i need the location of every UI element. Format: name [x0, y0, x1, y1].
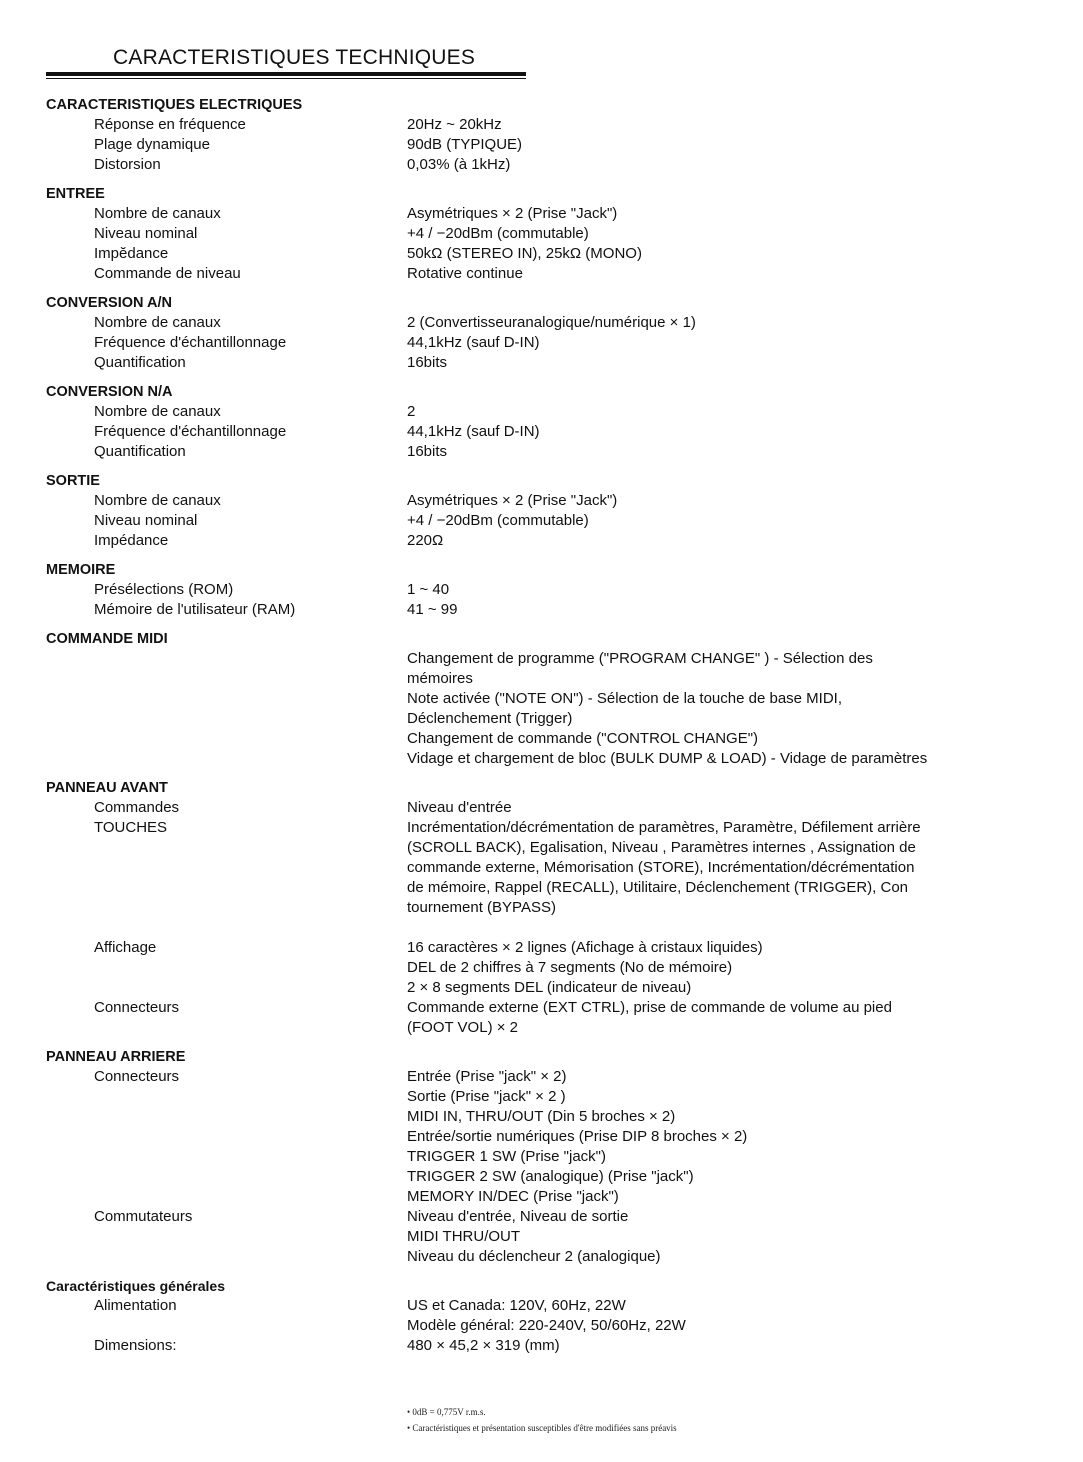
spec-label: Connecteurs [94, 999, 180, 1016]
spec-section [0, 561, 1083, 620]
spec-value-line: MIDI IN, THRU/OUT (Din 5 broches × 2) [407, 1108, 676, 1125]
spec-row [0, 204, 1083, 224]
spec-value-line: mémoires [407, 670, 473, 687]
spec-label: Réponse en fréquence [94, 116, 246, 133]
spec-label: Commande de niveau [94, 265, 241, 282]
spec-value-line: 50kΩ (STEREO IN), 25kΩ (MONO) [407, 245, 642, 262]
section-heading: CONVERSION N/A [46, 384, 173, 400]
spec-value [407, 442, 1007, 462]
spec-value-line: Entrée/sortie numériques (Prise DIP 8 broches × 2) [407, 1128, 748, 1145]
spec-label: Présélections (ROM) [94, 581, 234, 598]
spec-value [407, 264, 1007, 284]
spec-label: Mémoire de l'utilisateur (RAM) [94, 601, 296, 618]
spec-row [0, 353, 1083, 373]
footnote: • 0dB = 0,775V r.m.s. [407, 1407, 486, 1417]
spec-value-line: Changement de commande ("CONTROL CHANGE") [407, 730, 759, 747]
spec-value [407, 115, 1007, 135]
spec-label: Impédance [94, 532, 169, 549]
spec-label: TOUCHES [94, 819, 168, 836]
spec-value-line: 220Ω [407, 532, 444, 549]
spec-value-line: +4 / −20dBm (commutable) [407, 512, 589, 529]
footnotes [407, 1404, 677, 1436]
spec-value-line: Asymétriques × 2 (Prise "Jack") [407, 205, 618, 222]
spec-value [407, 353, 1007, 373]
spec-value-line: 480 × 45,2 × 319 (mm) [407, 1337, 560, 1354]
spec-label: Commandes [94, 799, 180, 816]
spec-value-line: 2 (Convertisseuranalogique/numérique × 1) [407, 314, 696, 331]
footnote: • Caractéristiques et présentation susceptibles d'être modifiées sans préavis [407, 1423, 677, 1433]
spec-value-line: DEL de 2 chiffres à 7 segments (No de mémoire) [407, 959, 733, 976]
spec-value-line: 2 × 8 segments DEL (indicateur de niveau) [407, 979, 692, 996]
spec-section [0, 185, 1083, 284]
section-heading: PANNEAU AVANT [46, 780, 168, 796]
spec-value-line: Vidage et chargement de bloc (BULK DUMP & LOAD) - Vidage de paramètres [407, 750, 928, 767]
spec-value [407, 580, 1007, 600]
spec-label: Niveau nominal [94, 512, 198, 529]
spec-label: Nombre de canaux [94, 492, 221, 509]
spec-value [407, 333, 1007, 353]
spec-label: Alimentation [94, 1297, 177, 1314]
spec-row [0, 491, 1083, 511]
spec-value [407, 224, 1007, 244]
spec-value-line: +4 / −20dBm (commutable) [407, 225, 589, 242]
spec-row [0, 798, 1083, 818]
spec-section [0, 472, 1083, 551]
spec-row [0, 1296, 1083, 1336]
spec-label: Nombre de canaux [94, 314, 221, 331]
spec-value [407, 1067, 1007, 1207]
spec-value-line: Niveau du déclencheur 2 (analogique) [407, 1248, 661, 1265]
spec-row [0, 224, 1083, 244]
spec-value-line: Modèle général: 220-240V, 50/60Hz, 22W [407, 1317, 686, 1334]
spec-row [0, 1067, 1083, 1207]
section-heading: CARACTERISTIQUES ELECTRIQUES [46, 97, 303, 113]
spec-row [0, 333, 1083, 353]
spec-value [407, 244, 1007, 264]
spec-value-line: commande externe, Mémorisation (STORE), Incrémentation/décrémentation [407, 859, 915, 876]
spec-label: Affichage [94, 939, 157, 956]
spec-label: Plage dynamique [94, 136, 210, 153]
title-underline [46, 72, 526, 76]
spec-value-line: 1 ~ 40 [407, 581, 450, 598]
spec-value [407, 998, 1007, 1038]
spec-value-line: Commande externe (EXT CTRL), prise de commande de volume au pied [407, 999, 892, 1016]
spec-value [407, 511, 1007, 531]
section-heading: ENTREE [46, 186, 105, 202]
spec-value [407, 938, 1007, 998]
spec-value [407, 531, 1007, 551]
section-heading: CONVERSION A/N [46, 295, 172, 311]
spec-section [0, 1277, 1083, 1356]
spec-value-line: TRIGGER 1 SW (Prise "jack") [407, 1148, 606, 1165]
spec-row [0, 649, 1083, 769]
spec-label: Commutateurs [94, 1208, 193, 1225]
spec-section [0, 383, 1083, 462]
spec-row [0, 155, 1083, 175]
spec-value-line: tournement (BYPASS) [407, 899, 556, 916]
spec-row [0, 1336, 1083, 1356]
spec-value-line: 16 caractères × 2 lignes (Afichage à cristaux liquides) [407, 939, 763, 956]
spec-value-line: Entrée (Prise "jack" × 2) [407, 1068, 567, 1085]
spec-label: Niveau nominal [94, 225, 198, 242]
page-title: CARACTERISTIQUES TECHNIQUES [113, 46, 476, 69]
spec-value-line: 0,03% (à 1kHz) [407, 156, 511, 173]
spec-label: Nombre de canaux [94, 205, 221, 222]
spec-value-line: US et Canada: 120V, 60Hz, 22W [407, 1297, 626, 1314]
spec-value-line: Changement de programme ("PROGRAM CHANGE" ) - Sélection des [407, 650, 873, 667]
spec-value-line: Déclenchement (Trigger) [407, 710, 573, 727]
spec-value [407, 1336, 1007, 1356]
spec-value [407, 1296, 1007, 1336]
spec-sections [0, 96, 1083, 1366]
spec-value-line: (FOOT VOL) × 2 [407, 1019, 518, 1036]
spec-row [0, 938, 1083, 998]
spec-label: Quantification [94, 354, 186, 371]
spec-value [407, 818, 1007, 918]
spec-row [0, 580, 1083, 600]
spec-value-line: Note activée ("NOTE ON") - Sélection de la touche de base MIDI, [407, 690, 842, 707]
spec-label: Connecteurs [94, 1068, 180, 1085]
spec-row [0, 442, 1083, 462]
spec-value [407, 1207, 1007, 1267]
section-heading: MEMOIRE [46, 562, 116, 578]
spec-value-line: Asymétriques × 2 (Prise "Jack") [407, 492, 618, 509]
section-heading: Caractéristiques générales [46, 1278, 225, 1294]
spec-value [407, 155, 1007, 175]
spec-section [0, 630, 1083, 769]
spec-value [407, 313, 1007, 333]
spec-section [0, 294, 1083, 373]
spec-value-line: de mémoire, Rappel (RECALL), Utilitaire, Déclenchement (TRIGGER), Con [407, 879, 908, 896]
spec-value-line: MIDI THRU/OUT [407, 1228, 521, 1245]
spec-value [407, 204, 1007, 224]
spec-label: Impĕdance [94, 245, 169, 262]
spec-value [407, 798, 1007, 818]
spec-label: Fréquence d'échantillonnage [94, 423, 287, 440]
spec-label: Quantification [94, 443, 186, 460]
spec-row [0, 998, 1083, 1038]
spec-row [0, 135, 1083, 155]
title-underline-thin [46, 78, 526, 79]
spec-value-line: 44,1kHz (sauf D-IN) [407, 334, 540, 351]
spec-row [0, 264, 1083, 284]
section-heading: PANNEAU ARRIERE [46, 1049, 186, 1065]
spec-value-line: MEMORY IN/DEC (Prise "jack") [407, 1188, 619, 1205]
spec-value [407, 649, 1007, 769]
spec-row [0, 511, 1083, 531]
spec-label: Fréquence d'échantillonnage [94, 334, 287, 351]
spec-section [0, 779, 1083, 1038]
spec-section [0, 96, 1083, 175]
spec-value [407, 600, 1007, 620]
spec-label [0, 649, 407, 769]
spec-row [0, 531, 1083, 551]
spec-value [407, 402, 1007, 422]
spec-value-line: Rotative continue [407, 265, 523, 282]
spec-value [407, 135, 1007, 155]
spec-row [0, 422, 1083, 442]
spec-row [0, 600, 1083, 620]
spec-row [0, 818, 1083, 918]
spec-row [0, 244, 1083, 264]
spec-value-line: Sortie (Prise "jack" × 2 ) [407, 1088, 566, 1105]
spec-row [0, 402, 1083, 422]
spec-label: Distorsion [94, 156, 161, 173]
spec-row [0, 115, 1083, 135]
spec-value-line: (SCROLL BACK), Egalisation, Niveau , Paramètres internes , Assignation de [407, 839, 916, 856]
spec-row [0, 313, 1083, 333]
spec-label: Nombre de canaux [94, 403, 221, 420]
spec-value-line: 16bits [407, 354, 448, 371]
spec-value-line: Niveau d'entrée [407, 799, 512, 816]
spec-value-line: 16bits [407, 443, 448, 460]
spec-value-line: 41 ~ 99 [407, 601, 458, 618]
spec-value-line: 20Hz ~ 20kHz [407, 116, 502, 133]
section-heading: COMMANDE MIDI [46, 631, 168, 647]
spec-value-line: 2 [407, 403, 416, 420]
spec-value-line: Incrémentation/décrémentation de paramètres, Paramètre, Défilement arrière [407, 819, 921, 836]
spec-value [407, 491, 1007, 511]
spec-value-line: Niveau d'entrée, Niveau de sortie [407, 1208, 629, 1225]
spec-value-line: 90dB (TYPIQUE) [407, 136, 523, 153]
spec-row [0, 1207, 1083, 1267]
spec-value [407, 422, 1007, 442]
section-heading: SORTIE [46, 473, 100, 489]
spec-value-line: TRIGGER 2 SW (analogique) (Prise "jack") [407, 1168, 694, 1185]
spec-label: Dimensions: [94, 1337, 177, 1354]
spec-section [0, 1048, 1083, 1267]
spec-value-line: 44,1kHz (sauf D-IN) [407, 423, 540, 440]
